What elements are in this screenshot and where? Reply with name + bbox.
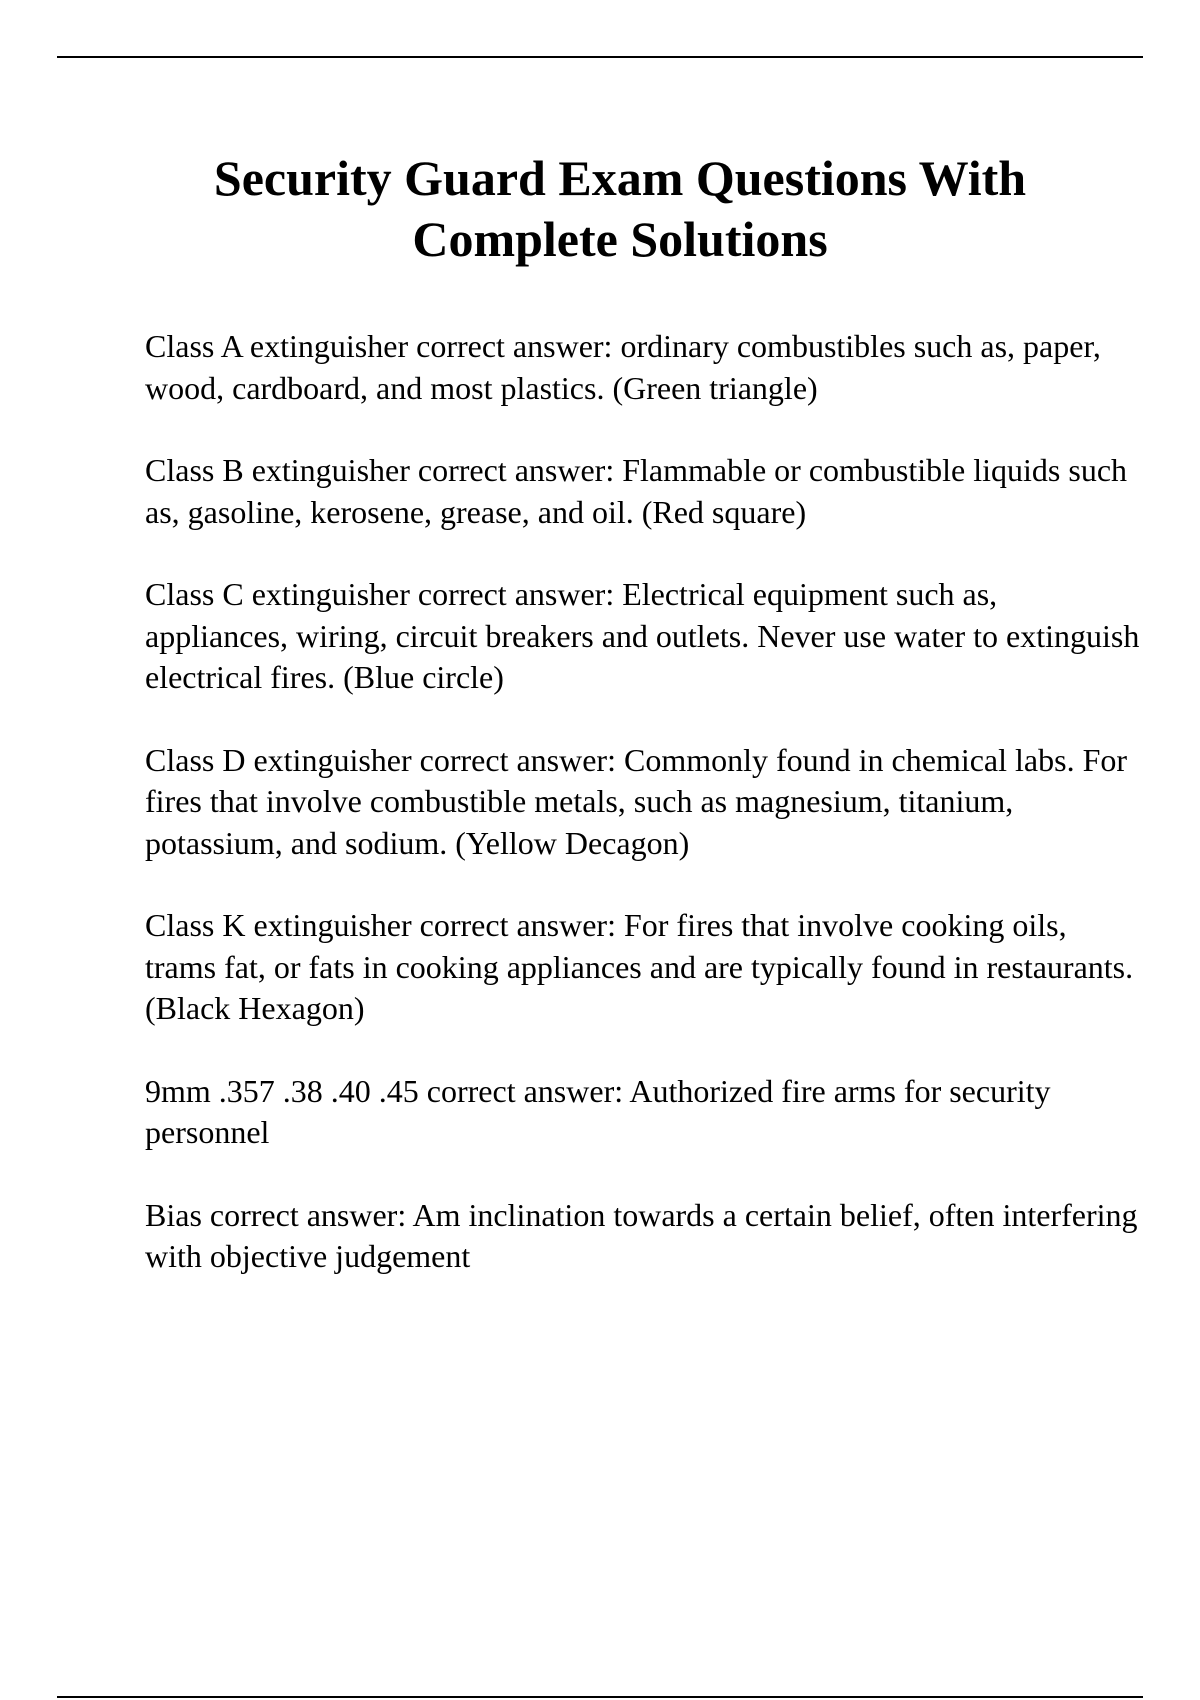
qa-entry-class-c: Class C extinguisher correct answer: Electrical equipment such as, appliances, wiring, circuit breakers and outlets. Never use water to extinguish electrical fires. (Blue circle): [145, 576, 1140, 695]
qa-entry-class-d: Class D extinguisher correct answer: Commonly found in chemical labs. For fires that involve combustible metals, such as magnesium, titanium, potassium, and sodium. (Yellow Decagon): [145, 741, 1128, 861]
qa-list: [145, 326, 1145, 1319]
qa-entry-class-k: Class K extinguisher correct answer: For fires that involve cooking oils, trams fat, or fats in cooking appliances and are typically found in restaurants. (Black Hexagon): [145, 907, 1134, 1026]
title-line-1: Security Guard Exam Questions With: [213, 150, 1027, 206]
bottom-rule: [57, 1696, 1143, 1698]
top-rule: [57, 56, 1143, 58]
title-line-2: Complete Solutions: [412, 211, 828, 267]
qa-entry-bias: Bias correct answer: Am inclination towards a certain belief, often interfering with objective judgement: [145, 1196, 1138, 1274]
qa-entry-class-b: Class B extinguisher correct answer: Flammable or combustible liquids such as, gasoline, kerosene, grease, and oil. (Red square): [145, 452, 1128, 530]
qa-entry-firearms: 9mm .357 .38 .40 .45 correct answer: Authorized fire arms for security personnel: [145, 1072, 1051, 1150]
document-title: [100, 148, 1140, 270]
qa-entry-class-a: Class A extinguisher correct answer: ordinary combustibles such as, paper, wood, cardboard, and most plastics. (Green triangle): [145, 328, 1101, 406]
